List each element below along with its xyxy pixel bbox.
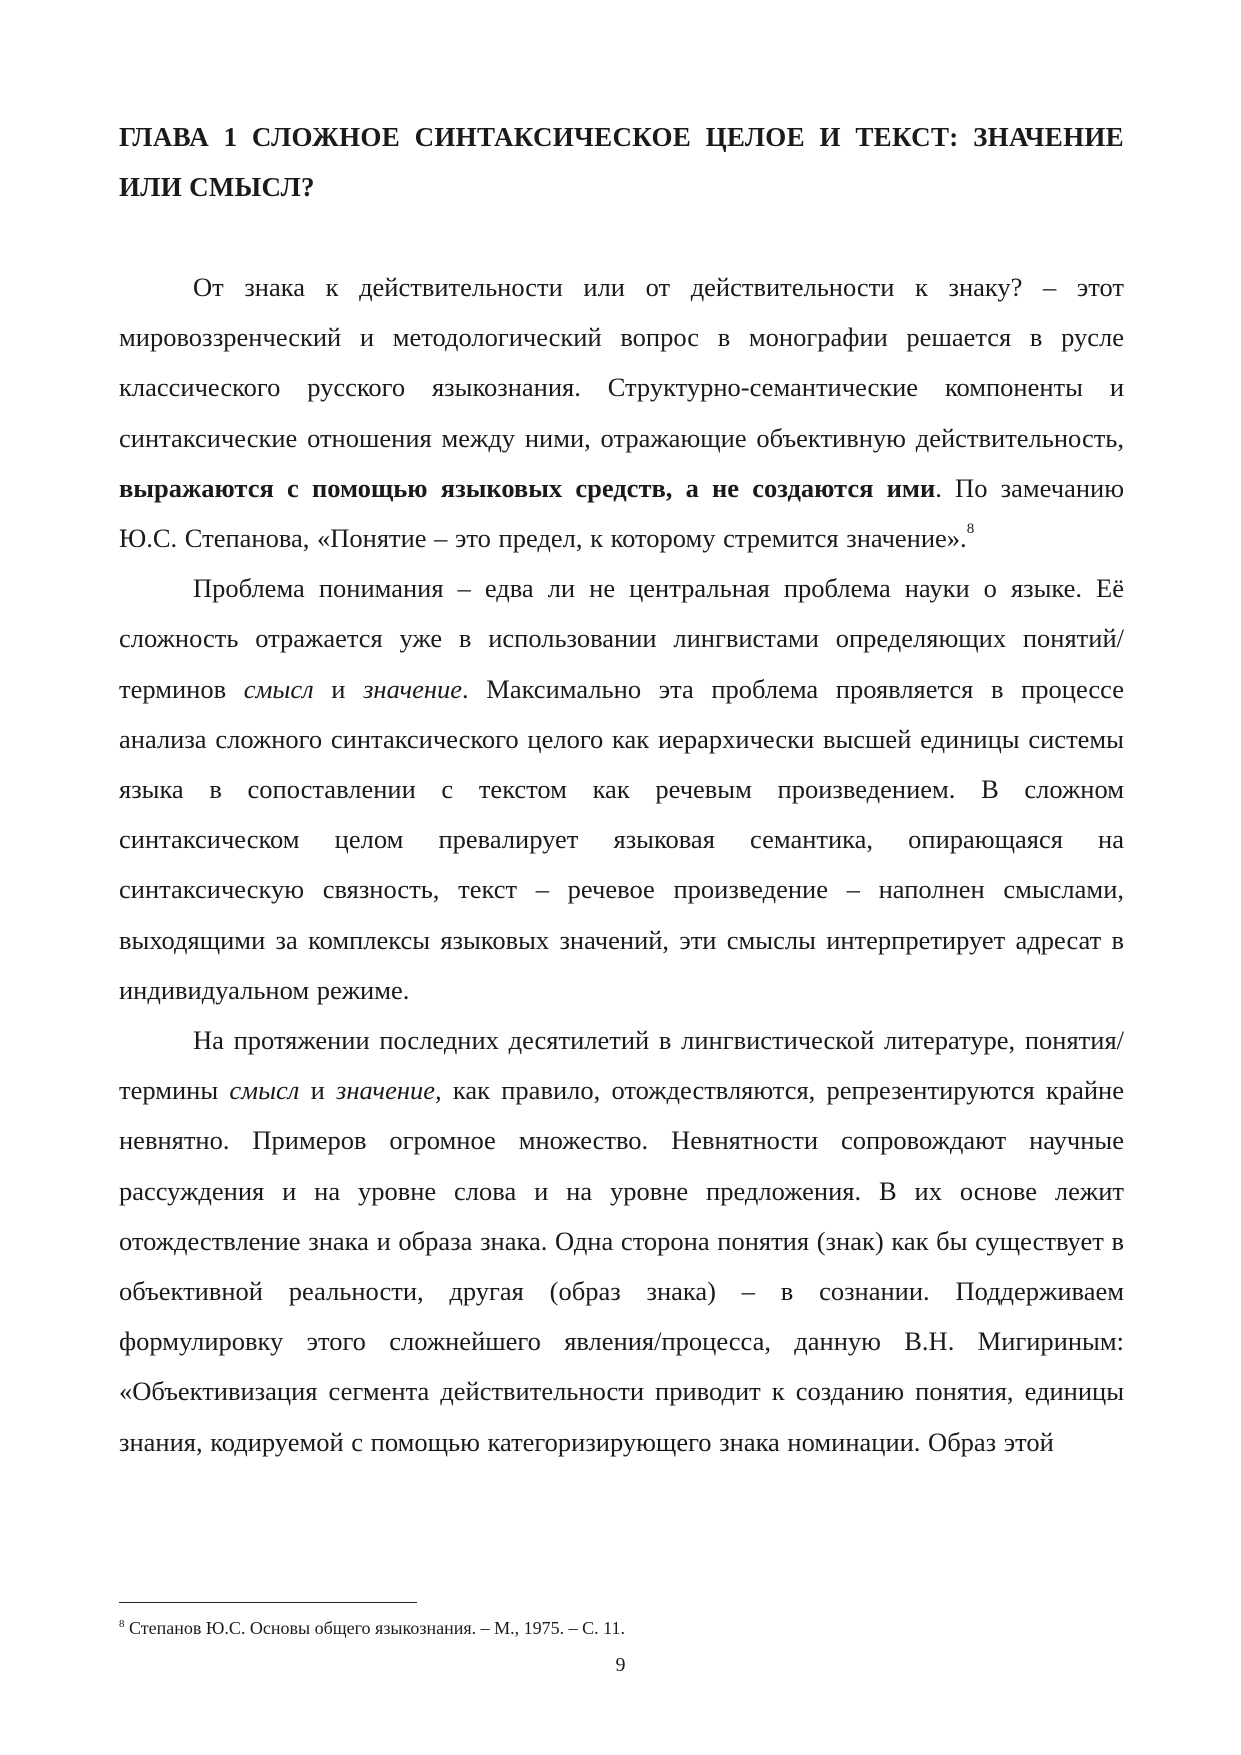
footnote-text: Степанов Ю.С. Основы общего языкознания. – М., 1975. – С. 11. [124,1618,625,1638]
paragraph-2-text-start: Проблема понимания – едва ли не центральная проблема науки о языке. Её сложность отражается уже в использовании лингвистами определяющих понятий/терминов [119,573,1124,704]
body-text [119,262,1124,1467]
page-number: 9 [615,1654,626,1676]
paragraph-2-term-smysl: смысл [243,673,314,704]
paragraph-2-term-znachenie: значение [363,673,463,704]
paragraph-3-term-smysl: смысл [229,1075,300,1106]
paragraph-3-conjunction: и [299,1075,337,1106]
chapter-heading: ГЛАВА 1 СЛОЖНОЕ СИНТАКСИЧЕСКОЕ ЦЕЛОЕ И ТЕКСТ: ЗНАЧЕНИЕ ИЛИ СМЫСЛ? [119,122,1124,202]
paragraph-3-term-znachenie: значение, [336,1075,442,1106]
paragraph-1-text-end: . По замечанию Ю.С. Степанова, «Понятие – это предел, к которому стремится значение». [119,472,1124,554]
paragraph-1 [119,262,1124,563]
footnote [119,1615,1124,1641]
footnote-reference[interactable]: 8 [966,521,975,538]
paragraph-3 [119,1015,1124,1467]
paragraph-2-conjunction: и [313,673,364,704]
paragraph-3-text-end: как правило, отождествляются, репрезентируются крайне невнятно. Примеров огромное множество. Невнятности сопровождают научные рассуждения и на уровне слова и на уровне предложения. В их основе лежит отождествление знака и образа знака. Одна сторона понятия (знак) как бы существует в объективной реальности, другая (образ знака) – в сознании. Поддерживаем формулировку этого сложнейшего явления/процесса, данную В.Н. Мигириным: «Объективизация сегмента действительности приводит к созданию понятия, единицы знания, кодируемой с помощью категоризирующего знака номинации. Образ этой [119,1075,1124,1457]
paragraph-3-text-start: На протяжении последних десятилетий в лингвистической литературе, понятия/термины [119,1025,1124,1106]
paragraph-2-text-end: . Максимально эта проблема проявляется в процессе анализа сложного синтаксического целого как иерархически высшей единицы системы языка в сопоставлении с текстом как речевым произведением. В сложном синтаксическом целом превалирует языковая семантика, опирающаяся на синтаксическую связность, текст – речевое произведение – наполнен смыслами, выходящими за комплексы языковых значений, эти смыслы интерпретирует адресат в индивидуальном режиме. [119,673,1124,1005]
paragraph-1-text-start: От знака к действительности или от действительности к знаку? – этот мировоззренческий и методологический вопрос в монографии решается в русле классического русского языкознания. Структурно-семантические компоненты и синтаксические отношения между ними, отражающие объективную действительность, [119,272,1124,453]
footnote-divider [119,1602,417,1603]
paragraph-2 [119,563,1124,1015]
footnote-number: 8 [119,1618,125,1630]
paragraph-1-bold-phrase: выражаются с помощью языковых средств, а не создаются ими [119,472,936,503]
